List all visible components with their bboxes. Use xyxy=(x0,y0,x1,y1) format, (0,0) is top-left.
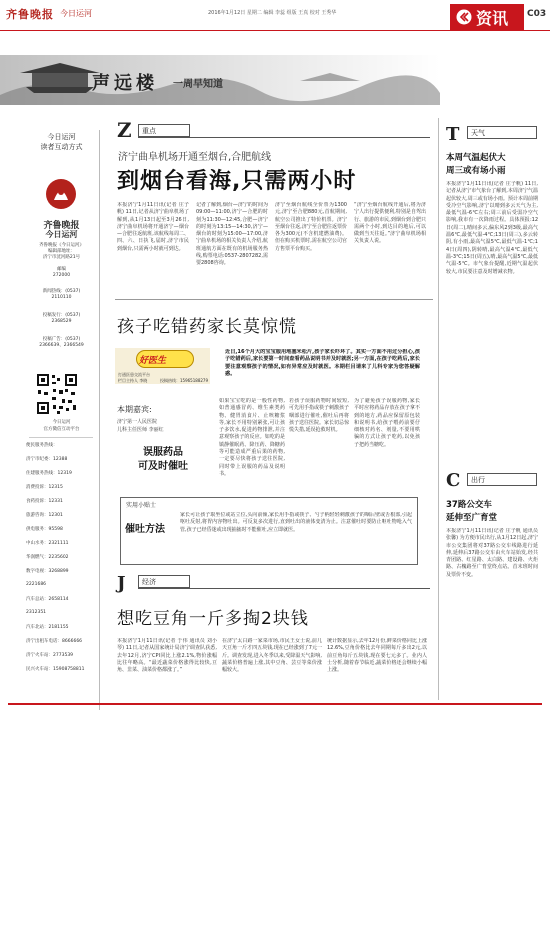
qr-code-icon[interactable] xyxy=(35,372,79,416)
qr-caption: 官方微信互动平台 xyxy=(43,427,80,432)
service-line: 济宁出租车电话：8666666 xyxy=(26,639,83,644)
section-letter: C xyxy=(446,470,461,491)
promo-line: 栏目主持人 李晓 xyxy=(118,378,148,383)
tips-title: 催吐方法 xyxy=(125,524,165,535)
qr-caption: 今日运河 xyxy=(52,420,71,425)
section-rule xyxy=(138,137,430,138)
section-letter: J xyxy=(117,573,126,594)
section-letter: Z xyxy=(117,118,132,142)
article-divider xyxy=(115,299,433,300)
traffic-headline[interactable]: 延伸至广育堂 xyxy=(446,513,498,523)
sidebar-info: 2366639、2366549 xyxy=(39,343,84,348)
sidebar-divider xyxy=(29,437,93,438)
masthead-edition: 今日运河 xyxy=(60,9,92,18)
sidebar-info: 新闻热线：(0537) xyxy=(42,289,81,294)
article2-column: 为了避免孩子误服药物,家长平时应将药品存放在孩子拿不到的地方,药品应保留原包装和说明书,给孩子喂药前要仔细核对药名、剂量,不要用哄骗的方式让孩子吃药,以免孩子把药当糖吃。 xyxy=(354,398,420,448)
masthead-logo: 齐鲁晚报 xyxy=(6,8,54,21)
interview-guest: 儿科主任医师 李丽红 xyxy=(117,427,164,433)
sidebar-info: 投稿发行：(0537) xyxy=(42,313,81,318)
sidebar-brand: 齐鲁晚报 xyxy=(43,221,80,231)
service-line: 民兴火车站：15908758811 xyxy=(26,667,85,672)
article1-kicker: 济宁曲阜机场开通至烟台,合肥航线 xyxy=(118,152,272,163)
article3-column: 统计数据显示,去年12月份,鲜菜价格同比上涨12.6%,豆角价格比去年同期每斤多出2元,以前豆角每斤五块钱,现在要七元多了。业内人士分析,随着春节临近,蔬菜价格还会继续小幅上涨。 xyxy=(327,638,427,674)
section-tag: 经济 xyxy=(138,575,190,588)
sidebar-info: 齐鲁晚报《今日运河》 xyxy=(39,243,84,248)
sidebar-info: 济宁市洸河路21号 xyxy=(42,255,81,260)
sidebar-info: 2368529 xyxy=(51,319,72,324)
masthead-rule xyxy=(0,30,550,31)
article3-column: 在济宁太白路一家菜市场,市民王女士说,前几天豆角一斤才四五块钱,现在已经涨到了7元一斤。调查发现,进入冬季以来,受降温天气影响,蔬菜价格普遍上涨,其中豆角、芸豆等菜价涨幅较大。 xyxy=(222,638,322,674)
newspaper-logo-icon xyxy=(45,178,77,210)
section-rule xyxy=(138,588,430,589)
reader-sidebar xyxy=(23,130,100,710)
service-line: 供电服务：95598 xyxy=(26,527,63,532)
article1-column: 本报济宁1月11日讯(记者 庄子帆) 11日,记者从济宁曲阜机场了解到,从1月13日起至3月26日,济宁曲阜机场将开通济宁—烟台—合肥往返航班,该航线每周二、四、六、日执飞,届时,济宁市民到烟台,只需两小时就可到达。 xyxy=(117,202,189,252)
sidebar-subheading: 读者互动方式 xyxy=(40,143,83,151)
page-number: C03 xyxy=(527,9,547,19)
service-title: 便民服务热线： xyxy=(26,443,58,448)
article1-column: 记者了解到,烟台—济宁的时间为09:00—11:00,济宁—合肥的时刻为11:30—12:45,合肥—济宁的时刻为13:15—14:30,济宁—烟台的时刻为15:00—17:00,济宁曲阜机场的相关负责人介绍,航班通航方面在既有的机场服务热线,购票电话:0537-2807282,需要2808咨询。 xyxy=(196,202,268,267)
article3-headline[interactable]: 想吃豆角一斤多掏2块钱 xyxy=(117,609,309,629)
service-line: 2312351 xyxy=(26,610,47,615)
service-line: 消费投诉：12315 xyxy=(26,485,63,490)
service-line: 数字电视：3268899 xyxy=(26,569,69,574)
interview-guest: 济宁第一人民医院 xyxy=(117,419,158,425)
section-tag: 重点 xyxy=(138,124,190,137)
article2-column: 若孩子误服药物时间较短,可先用手指或筷子刺激孩子咽部进行催吐,催吐后再将孩子送往医院。家长切忌惊慌失措,延误抢救时机。 xyxy=(289,398,349,434)
service-line: 济宁市纪委：12388 xyxy=(26,457,68,462)
promo-line: 投稿热线：15965188279 xyxy=(160,378,208,383)
article2-lead: 近日,16个月大的宝宝服用地塞米松片,孩子家长吓坏了。其实一方面不用过分担心,孩子吃错药后,家长要第一时间查看药品说明书并及时就医;另一方面,在孩子吃药后,家长要注意观察孩子的情况,如有异常应及时就医。本期栏目请来了儿科专家为您答疑解惑。 xyxy=(225,349,420,377)
service-line: 2221686 xyxy=(26,582,47,587)
sidebar-info: 邮编 xyxy=(57,267,66,272)
banner-subtitle: 一周早知道 xyxy=(173,79,223,90)
service-line: 华润燃气：2235602 xyxy=(26,555,69,560)
section-tag: 天气 xyxy=(467,126,537,139)
sidebar-heading: 今日运河 xyxy=(47,133,76,141)
service-line: 旅游咨询：12301 xyxy=(26,513,63,518)
traffic-headline[interactable]: 37路公交车 xyxy=(446,500,492,510)
article2-pullquote: 误服药品 可及时催吐 xyxy=(138,447,188,472)
section-letter: T xyxy=(446,124,460,145)
service-line: 汽车北站：2181155 xyxy=(26,625,69,630)
sidebar-info: 2110110 xyxy=(51,295,72,300)
promo-title: 好医生 xyxy=(139,356,167,366)
article2-headline[interactable]: 孩子吃错药家长莫惊慌 xyxy=(117,317,297,337)
article1-column: 济宁至烟台航线全价票为1300元,济宁至合肥880元,首航期间,航空公司推出了特价机票。济宁至烟台往返,济宁至合肥往返票价各为300元(不含机建燃油费)。但在购买机票时,需在航空公司官方售票平台购买。 xyxy=(275,202,347,252)
section-title: 资讯 xyxy=(476,9,509,28)
article1-column: “济宁至烟台航线开通后,将为济宁人出行提供便利,特别是自驾出行、旅游的市民,到烟台到合肥只需两个小时,到达目的地后,可以做到当天往返。”济宁曲阜机场相关负责人说。 xyxy=(354,202,426,245)
weather-headline[interactable]: 周三或有场小雨 xyxy=(446,166,506,176)
sidebar-info: 272000 xyxy=(52,273,71,278)
article3-column: 本报济宁1月11日讯(记者 于伟 通讯员 刘小琴) 11日,记者从国家统计局济宁调查队获悉,去年12月,济宁CPI同比上涨2.1%,物价涨幅比往年略高。“最近蔬菜价格涨得比较快,豆角、韭菜、油菜价格都涨了。” xyxy=(117,638,217,674)
tips-label: 实用小贴士 xyxy=(126,502,157,509)
traffic-body: 本报济宁1月11日讯(记者 庄子帆 通讯员 张馨) 为方便市民出行,从1月12日起,济宁市公交集团将对37路公交车线路进行延伸,延伸后37路公交车由火车站始发,经共青团路、红星路、太白路、建设路、火炬路、古槐路至广育堂终点站。首末班时间及票价不变。 xyxy=(446,528,538,578)
weather-headline[interactable]: 本周气温起伏大 xyxy=(446,153,506,163)
service-line: 济宁火车站：2773539 xyxy=(26,653,74,658)
chevrons-icon xyxy=(456,9,472,25)
service-line: 住建服务热线：12319 xyxy=(26,471,72,476)
page-bottom-rule xyxy=(8,703,542,705)
sidebar-info: 投稿广告：(0537) xyxy=(42,337,81,342)
interview-label: 本期嘉宾: xyxy=(117,405,152,414)
promo-line: 打通医患交流平台 xyxy=(118,372,150,377)
service-line: 食药投诉：12331 xyxy=(26,499,63,504)
article2-column: 如果宝宝吃的是一般性药物,如普通感冒药、维生素类药物、健胃消食片、止咳糖浆等,家长不用特别紧张,可让孩子多饮水,促进药物排泄,并注意观察孩子的反应。如吃的是镇静催眠药、降压药、降糖药等可能造成严重后果的药物,一定要尽快将孩子送往医院,同时带上误服的药品及说明书。 xyxy=(219,398,285,477)
masthead-meta: 2016年1月12日 星期二 编辑 李蕊 组版 王真 校对 王秀华 xyxy=(208,10,337,16)
sidebar-info: 编辑部地址： xyxy=(48,249,75,254)
section-tag: 出行 xyxy=(467,473,537,486)
banner-title: 声远楼 xyxy=(92,73,158,94)
service-line: 中山水务：2321111 xyxy=(26,541,69,546)
column-divider xyxy=(438,118,439,700)
article1-headline[interactable]: 到烟台看海,只需两小时 xyxy=(117,169,357,194)
weather-body: 本报济宁1月11日讯(记者 庄子帆) 11日,记者从济宁市气象台了解到,本周济宁气温起伏较大,周三或有场小雨。预计本周前期受冷空气影响,济宁以晴到多云天气为主,最低气温-6℃左右;周三前后受弱冷空气影响,我市有一次降雨过程。具体预报:12日(周二),晴间多云,偏东风2到3级,最高气温6℃,最低气温-4℃;13日(周三),多云转阴,有小雨,最高气温5℃,最低气温-1℃;14日(周四),阴转晴,最高气温4℃,最低气温-3℃;15日(周五),晴,最高气温5℃,最低气温-5℃。市气象台提醒,近期气温起伏较大,市民要注意及时增减衣物。 xyxy=(446,181,538,275)
sidebar-brand-edition: 今日运河 xyxy=(45,229,78,239)
service-line: 汽车总站：2658114 xyxy=(26,597,69,602)
tips-body: 家长可让孩子取坐位或站立位,头向前倾,家长用手指或筷子、勺子柄轻轻刺激孩子的咽后壁或舌根部,引起呕吐反射,将胃内容物吐出。可反复多次进行,直到吐出的液体变清为止。注意催吐时要防止呕吐物呛入气管,孩子已经昏迷或出现抽搐时不能催吐,应立即就医。 xyxy=(180,512,412,533)
